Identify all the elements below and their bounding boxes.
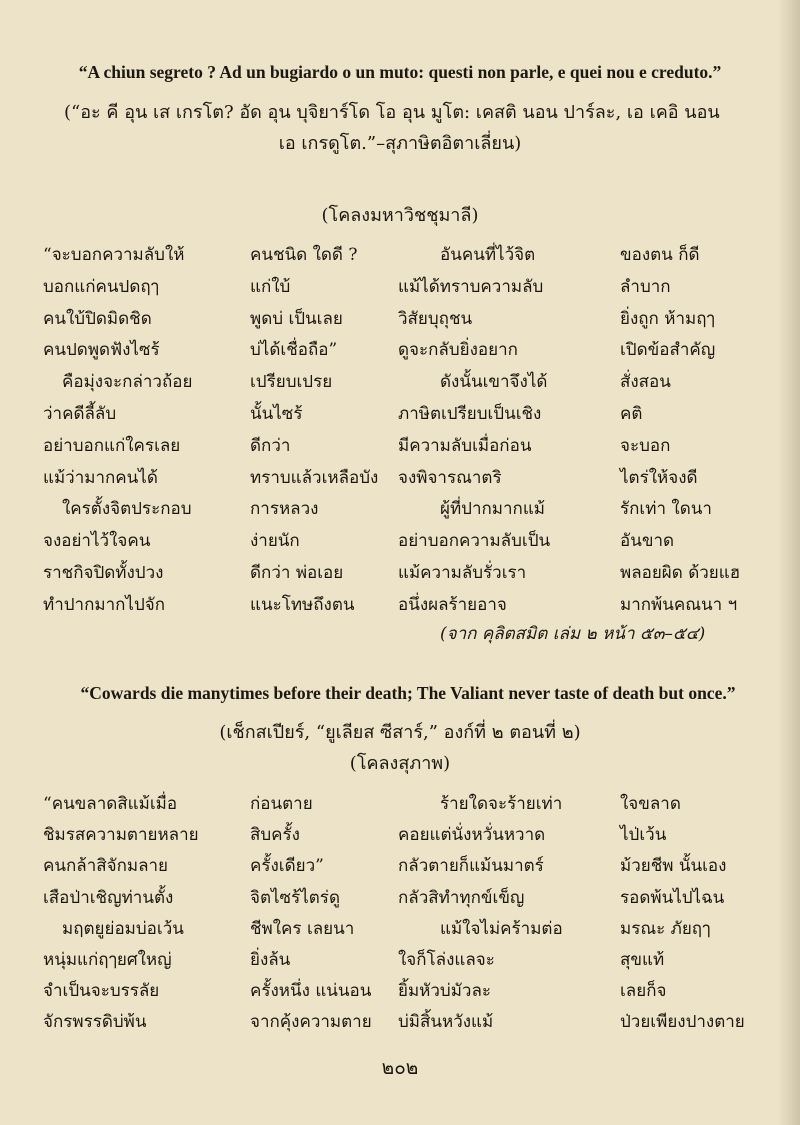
poem-verse-segment: ลำบาก — [620, 276, 671, 297]
poem-verse-segment: พลอยผิด ด้วยแฮ — [620, 563, 741, 583]
shakespeare-citation: (เช็กสเปียร์, “ยูเลียส ซีสาร์,” องก์ที่ ๒ ตอนที่ ๒) — [219, 722, 581, 743]
poem-verse-segment: แม้ได้ทราบความลับ — [398, 276, 544, 297]
poem-line — [0, 241, 800, 273]
poem-verse-segment: ดีกว่า — [250, 435, 291, 456]
italian-quote-transliteration-line2: เอ เกรดูโต.”–สุภาษิตอิตาเลี่ยน) — [278, 133, 522, 154]
poem-verse-segment: สุขแท้ — [620, 950, 665, 970]
poem-verse-segment: ยิ่งล้น — [250, 950, 291, 970]
poem-verse-segment: จงพิจารณาตริ — [398, 467, 502, 488]
poem-line — [0, 852, 800, 884]
poem-verse-segment: จักรพรรดิบ่พ้น — [43, 1012, 147, 1033]
poem-verse-segment: เปรียบเปรย — [250, 372, 333, 393]
poem-verse-segment: แก่ใบ้ — [250, 276, 291, 297]
poem-line — [0, 946, 800, 978]
poem-line — [0, 790, 800, 822]
poem-verse-segment: ก่อนตาย — [250, 794, 313, 814]
poem-verse-segment: กลัวสิทำทุกข์เข็ญ — [398, 887, 525, 908]
poem-verse-segment: ชีพใคร เลยนา — [250, 918, 355, 939]
poem-verse-segment: จิตไซร้ไตร่ดู — [250, 887, 340, 908]
poem-verse-segment: ยิ่งถูก ห้ามฤๅ — [620, 308, 715, 329]
poem2-title: (โคลงสุภาพ) — [349, 753, 451, 774]
poem-line — [0, 1008, 800, 1040]
poem-verse-segment: คนกล้าสิจักมลาย — [43, 856, 169, 877]
poem-verse-segment: สิบครั้ง — [250, 825, 300, 846]
poem-verse-segment: ดีกว่า พ่อเอย — [250, 563, 344, 583]
poem-verse-segment: อย่าบอกความลับเป็น — [398, 531, 551, 552]
poem-verse-segment: ทราบแล้วเหลือบัง — [250, 467, 379, 488]
poem-line — [0, 591, 800, 623]
poem-verse-segment: รอดพ้นไปไฉน — [620, 887, 725, 908]
poem-verse-segment: แม้ความลับรั่วเรา — [398, 563, 527, 583]
poem-verse-segment: ครั้งหนึ่ง แน่นอน — [250, 981, 372, 1002]
poem-verse-segment: คอยแต่นั่งหวั่นหวาด — [398, 825, 546, 846]
poem-verse-segment: มฤตยูย่อมบ่อเว้น — [62, 918, 184, 939]
poem-verse-segment: ไตร่ให้จงดี — [620, 467, 698, 488]
poem-verse-segment: ภาษิตเปรียบเป็นเชิง — [398, 404, 542, 424]
poem-verse-segment: “จะบอกความลับให้ — [43, 245, 185, 265]
poem-verse-segment: การหลวง — [250, 499, 319, 520]
poem-line — [0, 464, 800, 496]
poem-verse-segment: แนะโทษถึงตน — [250, 594, 355, 615]
poem-line — [0, 977, 800, 1009]
shakespeare-quote: “Cowards die manytimes before their death; The Valiant never taste of death but once.” — [80, 683, 736, 703]
poem-line — [0, 368, 800, 400]
poem-verse-segment: จากคุ้งความตาย — [250, 1012, 372, 1033]
poem-verse-segment: คนปดพูดฟังไซร้ — [43, 340, 160, 361]
poem-verse-segment: ดังนั้นเขาจึงได้ — [440, 372, 548, 393]
poem-verse-segment: เปิดข้อสำคัญ — [620, 340, 716, 361]
poem-verse-segment: ง่ายนัก — [250, 531, 300, 552]
poem-verse-segment: คติ — [620, 404, 643, 424]
poem-verse-segment: บ่มิสิ้นหวังแม้ — [398, 1012, 494, 1033]
poem-verse-segment: ใจขลาด — [620, 794, 681, 814]
italian-quote: “A chiun segreto ? Ad un bugiardo o un muto: questi non parle, e quei nou e creduto.” — [78, 62, 722, 82]
poem-verse-segment: “คนขลาดสิแม้เมื่อ — [43, 794, 178, 814]
poem-verse-segment: อันขาด — [620, 531, 675, 552]
poem-verse-segment: มีความลับเมื่อก่อน — [398, 435, 532, 456]
poem-verse-segment: คนชนิด ใดดี ? — [250, 245, 358, 265]
poem-verse-segment: ผู้ที่ปากมากแม้ — [440, 499, 546, 520]
poem-verse-segment: กลัวตายก็แม้นมาตร์ — [398, 856, 544, 877]
poem-verse-segment: ของตน ก็ดี — [620, 245, 700, 265]
poem-verse-segment: ทำปากมากไปจัก — [43, 594, 166, 615]
poem-verse-segment: แม้ว่ามากคนได้ — [43, 467, 158, 488]
poem-line — [0, 821, 800, 853]
poem-line — [0, 336, 800, 368]
poem-line — [0, 527, 800, 559]
poem-verse-segment: เลยก็จ — [620, 981, 667, 1002]
poem-verse-segment: หนุ่มแก่ฤๅยศใหญ่ — [43, 950, 172, 970]
poem-verse-segment: รักเท่า ใดนา — [620, 499, 712, 520]
poem-line — [0, 273, 800, 305]
poem-verse-segment: ครั้งเดียว” — [250, 856, 324, 877]
poem-verse-segment: มากพ้นคณนา ฯ — [620, 594, 738, 615]
poem-line — [0, 559, 800, 591]
page-number: ๒๐๒ — [381, 1057, 419, 1079]
poem-verse-segment: บ่ได้เชื่อถือ” — [250, 340, 338, 361]
poem-verse-segment: ยิ้มหัวบ่มัวละ — [398, 981, 492, 1002]
poem-verse-segment: ราชกิจปิดทั้งปวง — [43, 563, 164, 583]
poem-verse-segment: สั่งสอน — [620, 372, 671, 393]
poem-verse-segment: มรณะ ภัยฤๅ — [620, 918, 711, 939]
poem-verse-segment: บอกแก่คนปดฤๅ — [43, 276, 159, 297]
poem-verse-segment: อันคนที่ไว้จิต — [440, 245, 536, 265]
poem-verse-segment: แม้ใจไม่คร้ามต่อ — [440, 918, 563, 939]
poem-verse-segment: ร้ายใดจะร้ายเท่า — [440, 794, 563, 814]
poem-verse-segment: พูดบ่ เป็นเลย — [250, 308, 343, 329]
poem-verse-segment: ใจก็โล่งแลจะ — [398, 950, 495, 970]
poem-verse-segment: คนใบ้ปิดมิดชิด — [43, 308, 152, 329]
poem-verse-segment: ใครตั้งจิตประกอบ — [62, 499, 192, 520]
poem-verse-segment: ป่วยเพียงปางตาย — [620, 1012, 745, 1033]
italian-quote-transliteration-line1: (“อะ คี อุน เส เกรโต? อัด อุน บุจิยาร์โด โอ อุน มูโต: เคสติ นอน ปาร์ละ, เอ เคอิ นอน — [64, 102, 720, 123]
poem-line — [0, 884, 800, 916]
poem-line — [0, 432, 800, 464]
poem-verse-segment: ม้วยชีพ นั้นเอง — [620, 856, 727, 877]
poem-verse-segment: จงอย่าไว้ใจคน — [43, 531, 151, 552]
poem-verse-segment: คือมุ่งจะกล่าวถ้อย — [62, 372, 193, 393]
poem-line — [0, 400, 800, 432]
poem-verse-segment: จะบอก — [620, 435, 671, 456]
poem1-title: (โคลงมหาวิชชุมาลี) — [321, 205, 479, 226]
poem-line — [0, 495, 800, 527]
poem-line — [0, 305, 800, 337]
poem-verse-segment: ไป่เว้น — [620, 825, 667, 846]
poem-verse-segment: เสือป่าเชิญท่านตั้ง — [43, 887, 174, 908]
poem-verse-segment: ว่าคดีลี้ลับ — [43, 404, 117, 424]
poem-verse-segment: จำเป็นจะบรรลัย — [43, 981, 160, 1002]
poem-verse-segment: อย่าบอกแก่ใครเลย — [43, 435, 181, 456]
poem-verse-segment: ดูจะกลับยิ่งอยาก — [398, 340, 518, 361]
poem-line — [0, 915, 800, 947]
poem-verse-segment: นั้นไซร้ — [250, 404, 303, 424]
poem-verse-segment: วิสัยบุถุชน — [398, 308, 473, 329]
poem-verse-segment: ชิมรสความตายหลาย — [43, 825, 199, 846]
poem-verse-segment: อนึ่งผลร้ายอาจ — [398, 594, 507, 615]
poem1-reference: (จาก คุลิตสมิต เล่ม ๒ หน้า ๕๓–๕๔) — [440, 624, 706, 644]
